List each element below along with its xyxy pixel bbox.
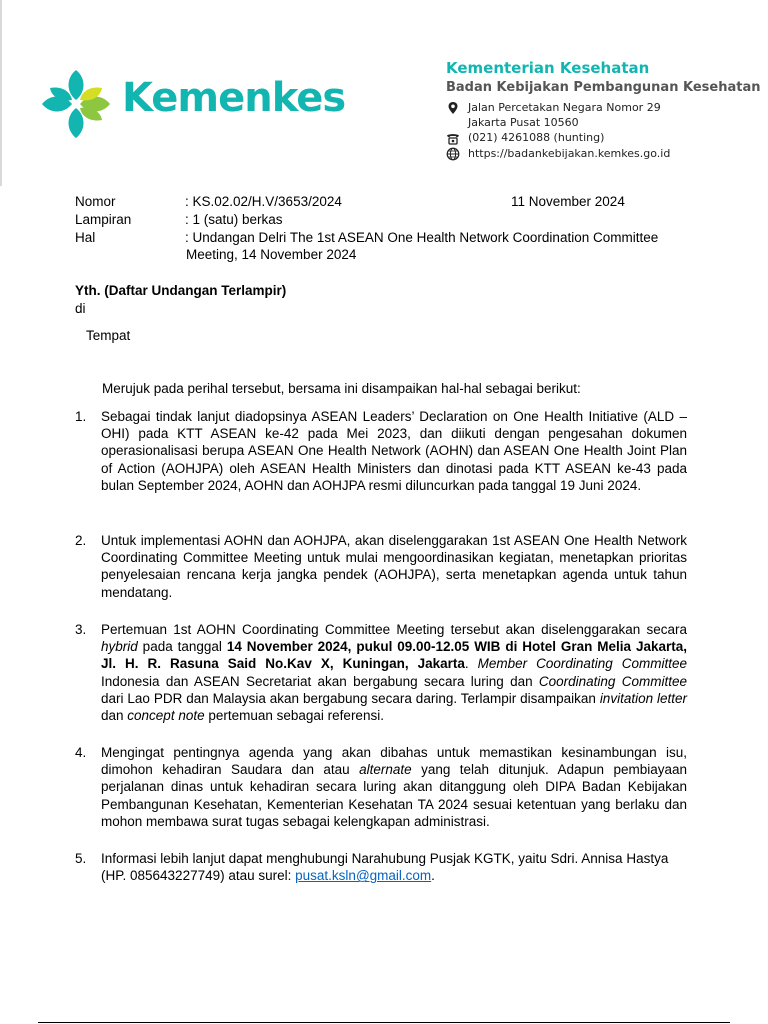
list-item-text: Untuk implementasi AOHN dan AOHJPA, akan diselenggarakan 1st ASEAN One Health Network Coordinating Committee Meeting untuk mulai mengoordinasikan kegiatan, menetapkan prioritas penyelesaian rencana kerja jangka pendek (AOHJPA), serta menetapkan agenda untuk tahun mendatang. xyxy=(101,533,687,600)
list-item-number: 3. xyxy=(75,622,87,637)
contact-email-link[interactable]: pusat.ksln@gmail.com xyxy=(295,868,432,884)
kemenkes-logo xyxy=(40,68,346,142)
lampiran-label: Lampiran xyxy=(75,212,132,227)
letterhead xyxy=(446,58,761,98)
list-item xyxy=(75,850,687,884)
agency-name: Badan Kebijakan Pembangunan Kesehatan xyxy=(446,80,761,95)
hal-value-line-1: : Undangan Delri The 1st ASEAN One Health Network Coordination Committee xyxy=(185,230,659,245)
list-item xyxy=(75,621,687,724)
list-item xyxy=(75,532,687,601)
logo-wordmark: Kemenkes xyxy=(122,75,346,121)
address-line-2: Jakarta Pusat 10560 xyxy=(468,116,579,129)
recipient: Yth. (Daftar Undangan Terlampir) xyxy=(75,283,287,298)
website-url[interactable]: https://badankebijakan.kemkes.go.id xyxy=(468,147,671,160)
ministry-name: Kementerian Kesehatan xyxy=(446,59,650,77)
list-item-text: Sebagai tindak lanjut diadopsinya ASEAN Leaders’ Declaration on One Health Initiative (ALD – OHI) pada KTT ASEAN ke-42 pada Mei 2023, dan diikuti dengan pengesahan dokumen operasionalisasi berupa ASEAN One Health Network (AOHN) dan ASEAN One Health Joint Plan of Action (AOHJPA) oleh ASEAN Health Ministers dan dinotasi pada KTT ASEAN ke-43 pada bulan September 2024, AOHN dan AOHJPA resmi diluncurkan pada tanggal 19 Juni 2024. xyxy=(101,409,687,493)
nomor-label: Nomor xyxy=(75,194,116,209)
list-item-number: 4. xyxy=(75,745,87,760)
recipient-di: di xyxy=(75,301,86,316)
intro-paragraph: Merujuk pada perihal tersebut, bersama ini disampaikan hal-hal sebagai berikut: xyxy=(102,381,581,396)
list-item xyxy=(75,744,687,830)
list-item-number: 5. xyxy=(75,851,87,866)
kemenkes-emblem-icon xyxy=(40,68,112,140)
list-item xyxy=(75,408,687,494)
letter-date: 11 November 2024 xyxy=(511,194,625,209)
list-item-text: Informasi lebih lanjut dapat menghubungi Narahubung Pusjak KGTK, yaitu Sdri. Annisa Hastya (HP. 085643227749) atau surel: pusat.ksln@gmail.com. xyxy=(101,851,669,884)
page-edge-rule xyxy=(0,0,2,186)
location-pin-icon xyxy=(446,101,460,115)
hal-label: Hal xyxy=(75,230,96,245)
page-bottom-rule xyxy=(38,1022,730,1023)
telephone-icon xyxy=(446,131,460,145)
address-line-1: Jalan Percetakan Negara Nomor 29 xyxy=(468,101,661,114)
recipient-place: Tempat xyxy=(86,328,131,343)
list-item-number: 2. xyxy=(75,533,87,548)
list-item-text: Pertemuan 1st AOHN Coordinating Committee Meeting tersebut akan diselenggarakan secara hybrid pada tanggal 14 November 2024, pukul 09.00-12.05 WIB di Hotel Gran Melia Jakarta, Jl. H. R. Rasuna Said No.Kav X, Kuningan, Jakarta. Member Coordinating Committee Indonesia dan ASEAN Secretariat akan bergabung secara luring dan Coordinating Committee dari Lao PDR dan Malaysia akan bergabung secara daring. Terlampir disampaikan invitation letter dan concept note pertemuan sebagai referensi. xyxy=(101,622,687,724)
phone-number: (021) 4261088 (hunting) xyxy=(468,131,605,144)
globe-icon xyxy=(446,147,460,161)
hal-value-line-2: Meeting, 14 November 2024 xyxy=(186,247,357,262)
list-item-text: Mengingat pentingnya agenda yang akan dibahas untuk memastikan kesinambungan isu, dimohon kehadiran Saudara dan atau alternate yang telah ditunjuk. Adapun pembiayaan perjalanan dinas untuk kehadiran secara luring akan ditanggung oleh DIPA Badan Kebijakan Pembangunan Kesehatan, Kementerian Kesehatan TA 2024 sesuai ketentuan yang berlaku dan mohon membawa surat tugas sebagai kelengkapan administrasi. xyxy=(101,745,687,829)
lampiran-value: : 1 (satu) berkas xyxy=(185,212,283,227)
list-item-number: 1. xyxy=(75,409,87,424)
nomor-value: : KS.02.02/H.V/3653/2024 xyxy=(185,194,342,209)
